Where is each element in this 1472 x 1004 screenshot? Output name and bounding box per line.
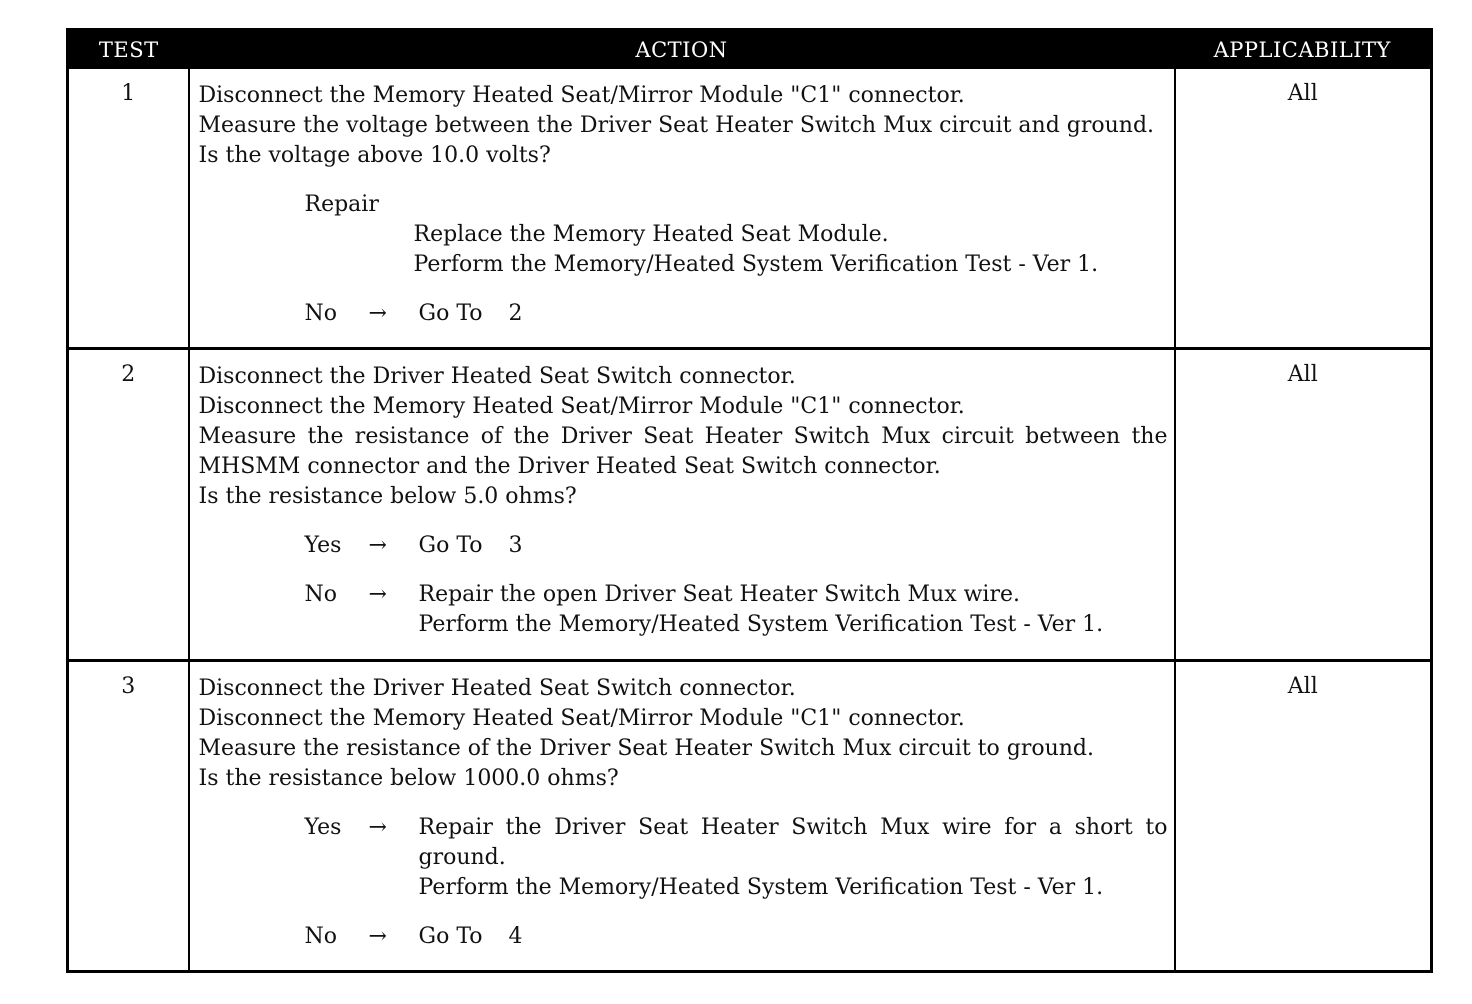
table-row (68, 349, 1432, 661)
goto-text: Go To (418, 533, 483, 558)
table-header-row (68, 30, 1432, 70)
action-line: Disconnect the Memory Heated Seat/Mirror Module "C1" connector. (198, 706, 965, 731)
no-result (199, 922, 1168, 952)
yes-result (199, 813, 1168, 903)
result-line: ground. (418, 845, 506, 870)
test-number: 2 (68, 349, 189, 661)
diagnostic-test-table (66, 28, 1433, 973)
goto-text: Go To (418, 301, 483, 326)
result-line: Repair the Driver Seat Heater Switch Mux wire for a short to (418, 815, 1168, 840)
right-arrow-icon: → (368, 301, 387, 326)
result-line: Repair the open Driver Seat Heater Switch Mux wire. (418, 582, 1020, 607)
repair-label: Repair (304, 192, 379, 217)
yes-label: Yes (304, 815, 342, 840)
action-line: Disconnect the Memory Heated Seat/Mirror Module "C1" connector. (198, 394, 965, 419)
goto-number: 3 (508, 533, 523, 558)
no-label: No (304, 582, 337, 607)
no-result (199, 299, 1168, 329)
action-line: Disconnect the Driver Heated Seat Switch connector. (198, 676, 796, 701)
repair-result (199, 190, 1168, 280)
header-action: ACTION (189, 30, 1175, 70)
table-row (68, 661, 1432, 972)
yes-label: Yes (304, 533, 342, 558)
applicability-value: All (1175, 661, 1432, 972)
result-line: Perform the Memory/Heated System Verification Test - Ver 1. (418, 612, 1104, 637)
table-row (68, 69, 1432, 349)
action-line: Disconnect the Memory Heated Seat/Mirror Module "C1" connector. (198, 83, 965, 108)
repair-line: Perform the Memory/Heated System Verification Test - Ver 1. (413, 252, 1099, 277)
test-number: 1 (68, 69, 189, 349)
right-arrow-icon: → (368, 815, 387, 840)
no-label: No (304, 301, 337, 326)
repair-line: Replace the Memory Heated Seat Module. (413, 222, 889, 247)
action-cell (189, 349, 1175, 661)
goto-number: 4 (508, 924, 523, 949)
action-line: MHSMM connector and the Driver Heated Seat Switch connector. (198, 454, 941, 479)
goto-number: 2 (508, 301, 523, 326)
no-result (199, 580, 1168, 640)
applicability-value: All (1175, 69, 1432, 349)
action-line: Disconnect the Driver Heated Seat Switch connector. (198, 364, 796, 389)
right-arrow-icon: → (368, 582, 387, 607)
action-line: Is the voltage above 10.0 volts? (198, 143, 551, 168)
test-number: 3 (68, 661, 189, 972)
action-line: Is the resistance below 1000.0 ohms? (198, 766, 619, 791)
action-cell (189, 661, 1175, 972)
result-line: Perform the Memory/Heated System Verification Test - Ver 1. (418, 875, 1104, 900)
header-applicability: APPLICABILITY (1175, 30, 1432, 70)
no-label: No (304, 924, 337, 949)
yes-result (199, 531, 1168, 561)
right-arrow-icon: → (368, 924, 387, 949)
header-test: TEST (68, 30, 189, 70)
action-line: Measure the voltage between the Driver Seat Heater Switch Mux circuit and ground. (198, 113, 1155, 138)
applicability-value: All (1175, 349, 1432, 661)
goto-text: Go To (418, 924, 483, 949)
action-cell (189, 69, 1175, 349)
action-line: Is the resistance below 5.0 ohms? (198, 484, 577, 509)
action-line: Measure the resistance of the Driver Seat Heater Switch Mux circuit to ground. (198, 736, 1095, 761)
right-arrow-icon: → (368, 533, 387, 558)
action-line: Measure the resistance of the Driver Seat Heater Switch Mux circuit between the (198, 424, 1168, 449)
